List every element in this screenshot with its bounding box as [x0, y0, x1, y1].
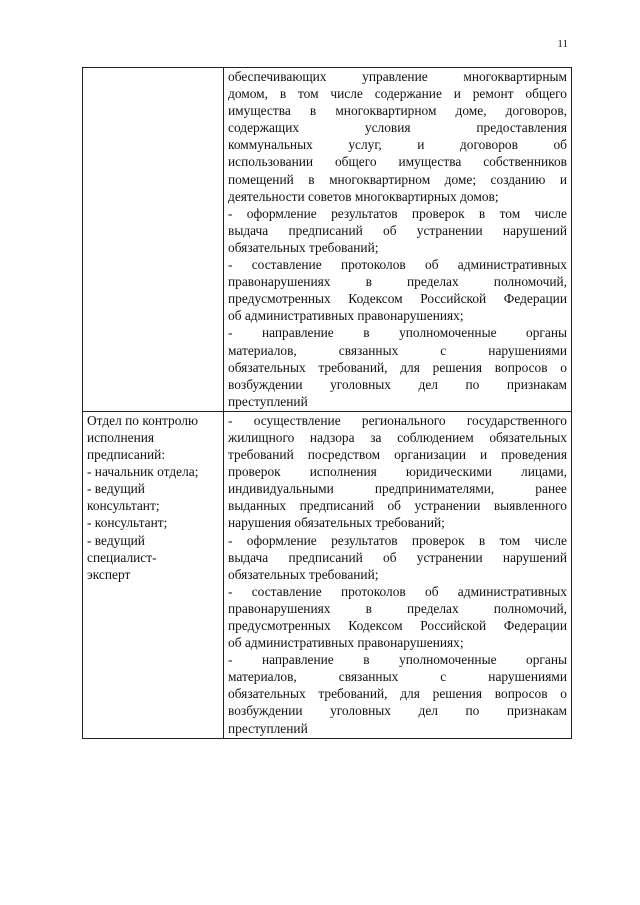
- text-line: - начальник отдела;: [87, 464, 199, 480]
- text-line: - составление протоколов об административных: [228, 583, 567, 599]
- text-line: об административных правонарушениях;: [228, 308, 464, 324]
- text-line: требований посредством организации и проведения: [228, 447, 567, 463]
- text-line: нарушения обязательных требований;: [228, 515, 445, 531]
- text-line: жилищного надзора за соблюдением обязательных: [228, 429, 567, 445]
- table-row: [83, 411, 572, 738]
- text-line: - консультант;: [87, 515, 168, 531]
- text-line: - осуществление регионального государственного: [228, 412, 567, 428]
- text-line: - направление в уполномоченные органы: [228, 652, 567, 668]
- text-line: правонарушениях в пределах полномочий,: [228, 274, 567, 290]
- text-line: обеспечивающих управление многоквартирным: [228, 69, 567, 84]
- text-line: возбуждении уголовных дел по признакам: [228, 703, 567, 719]
- text-line: эксперт: [87, 566, 131, 582]
- text-line: преступлений: [228, 720, 308, 736]
- text-line: предусмотренных Кодексом Российской Федерации: [228, 618, 567, 633]
- duties-cell: [224, 68, 572, 412]
- text-line: - направление в уполномоченные органы: [228, 325, 567, 341]
- text-line: домом, в том числе содержание и ремонт общего: [228, 86, 567, 102]
- text-line: помещений в многоквартирном доме; созданию и: [228, 171, 567, 187]
- text-line: имущества в многоквартирном доме, договоров,: [228, 103, 567, 119]
- text-line: предписаний:: [87, 447, 166, 463]
- text-line: - оформление результатов проверок в том числе: [228, 532, 567, 548]
- text-line: исполнения: [87, 429, 155, 445]
- text-line: об административных правонарушениях;: [228, 635, 464, 651]
- text-line: - ведущий: [87, 481, 145, 497]
- duties-table: [82, 67, 572, 739]
- text-line: обязательных требований, для решения вопросов о: [228, 359, 567, 375]
- text-line: проверок исполнения юридическими лицами,: [228, 464, 567, 480]
- text-line: предусмотренных Кодексом Российской Федерации: [228, 291, 567, 307]
- duties-cell: [224, 411, 572, 738]
- text-line: специалист-: [87, 549, 157, 565]
- text-line: - ведущий: [87, 532, 145, 548]
- text-line: выдача предписаний об устранении нарушений: [228, 549, 567, 565]
- page-number: 11: [557, 38, 568, 50]
- department-cell: [83, 411, 224, 738]
- text-line: материалов, связанных с нарушениями: [228, 669, 567, 685]
- department-cell: [83, 68, 224, 412]
- text-line: использовании общего имущества собственников: [228, 154, 567, 170]
- text-line: деятельности советов многоквартирных домов;: [228, 188, 499, 204]
- text-line: выданных предписаний об устранении выявленного: [228, 498, 567, 514]
- text-line: обязательных требований, для решения вопросов о: [228, 686, 567, 702]
- text-line: - составление протоколов об административных: [228, 257, 567, 273]
- text-line: - оформление результатов проверок в том числе: [228, 205, 567, 221]
- text-line: материалов, связанных с нарушениями: [228, 342, 567, 358]
- text-line: обязательных требований;: [228, 566, 379, 582]
- text-line: Отдел по контролю: [87, 412, 198, 428]
- text-line: возбуждении уголовных дел по признакам: [228, 376, 567, 392]
- text-line: выдача предписаний об устранении нарушений: [228, 222, 567, 238]
- text-line: содержащих условия предоставления: [228, 120, 567, 136]
- text-line: правонарушениях в пределах полномочий,: [228, 600, 567, 616]
- text-line: индивидуальными предпринимателями, ранее: [228, 481, 567, 497]
- table-row: [83, 68, 572, 412]
- text-line: коммунальных услуг, и договоров об: [228, 137, 567, 153]
- text-line: обязательных требований;: [228, 239, 379, 255]
- text-line: консультант;: [87, 498, 160, 514]
- text-line: преступлений: [228, 393, 308, 409]
